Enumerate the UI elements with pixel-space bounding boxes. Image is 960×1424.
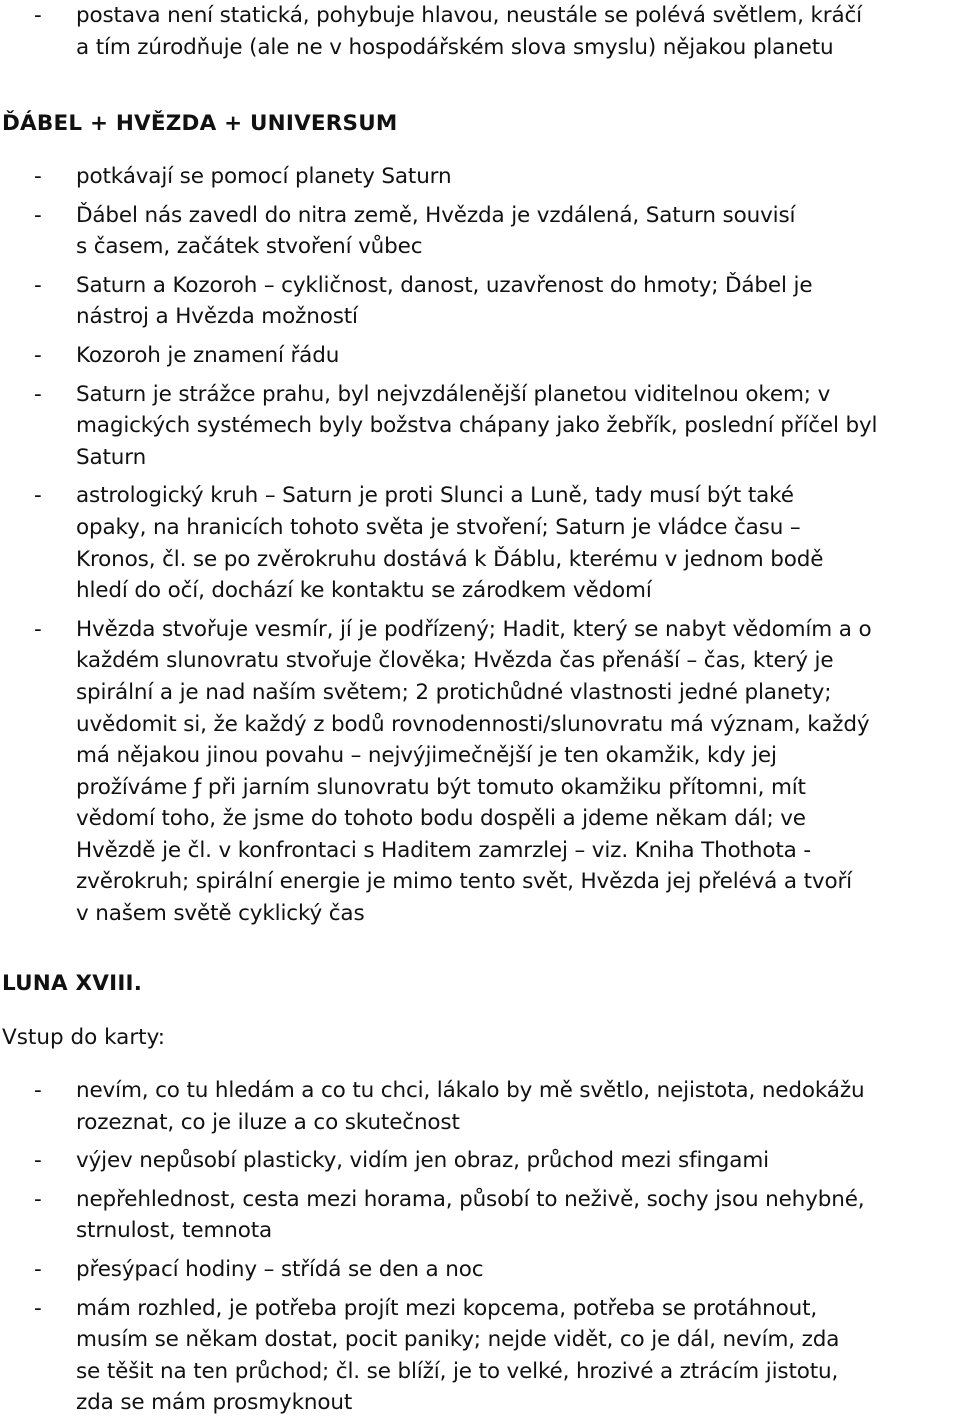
text-line: Kronos, čl. se po zvěrokruhu dostává k Ďáblu, kterému v jednom bodě xyxy=(76,546,824,572)
list-item xyxy=(0,200,960,263)
text-line: rozeznat, co je iluze a co skutečnost xyxy=(76,1109,460,1135)
text-line: opaky, na hranicích tohoto světa je stvoření; Saturn je vládce času – xyxy=(76,514,801,540)
bullet-dash: - xyxy=(34,164,42,189)
text-line: výjev nepůsobí plasticky, vidím jen obraz, průchod mezi sfingami xyxy=(76,1148,769,1174)
text-line: strnulost, temnota xyxy=(76,1218,273,1244)
text-line: Ďábel nás zavedl do nitra země, Hvězda je vzdálená, Saturn souvisí xyxy=(76,202,796,228)
text-line: Saturn a Kozoroh – cykličnost, danost, uzavřenost do hmoty; Ďábel je xyxy=(76,272,813,298)
text-line: se těšit na ten průchod; čl. se blíží, je to velké, hrozivé a ztrácím jistotu, xyxy=(76,1358,839,1384)
text-line: uvědomit si, že každý z bodů rovnodennosti/slunovratu má význam, každý xyxy=(76,711,870,737)
bullet-dash: - xyxy=(34,1295,42,1321)
text-line: nástroj a Hvězda možností xyxy=(76,304,358,330)
bullet-dash: - xyxy=(34,272,42,298)
section2-list xyxy=(0,1075,960,1419)
list-item xyxy=(0,270,960,333)
list-item xyxy=(0,480,960,606)
bullet-dash: - xyxy=(34,1186,42,1212)
text-line: zda se mám prosmyknout xyxy=(76,1390,353,1416)
text-line: každém slunovratu stvořuje člověka; Hvězda čas přenáší – čas, který je xyxy=(76,648,834,674)
bullet-dash: - xyxy=(34,483,42,509)
bullet-dash: - xyxy=(34,342,42,368)
text-line: přesýpací hodiny – střídá se den a noc xyxy=(76,1256,484,1282)
bullet-dash: - xyxy=(34,1148,42,1174)
list-item xyxy=(0,1075,960,1138)
section1-list xyxy=(0,161,960,930)
text-line: Kozoroh je znamení řádu xyxy=(76,342,340,368)
list-item xyxy=(0,1145,960,1177)
text-line: vědomí toho, že jsme do tohoto bodu dospěli a jdeme někam dál; ve xyxy=(76,806,806,832)
section-heading: LUNA XVIII. xyxy=(2,971,143,996)
bullet-dash: - xyxy=(34,202,42,228)
text-line: musím se někam dostat, pocit paniky; nejde vidět, co je dál, nevím, zda xyxy=(76,1327,840,1353)
text-line: a tím zúrodňuje (ale ne v hospodářském slova smyslu) nějakou planetu xyxy=(76,34,834,60)
list-item xyxy=(0,0,960,63)
text-line: má nějakou jinou povahu – nejvýjimečnější je ten okamžik, kdy jej xyxy=(76,743,777,769)
bullet-dash: - xyxy=(34,1078,42,1103)
text-line: hledí do očí, dochází ke kontaktu se zárodkem vědomí xyxy=(76,578,652,604)
bullet-dash: - xyxy=(34,3,42,28)
text-line: Hvězda stvořuje vesmír, jí je podřízený; Hadit, který se nabyt vědomím a o xyxy=(76,616,872,642)
text-line: s časem, začátek stvoření vůbec xyxy=(76,234,423,260)
text-line: nepřehlednost, cesta mezi horama, působí to neživě, sochy jsou nehybné, xyxy=(76,1186,865,1212)
bullet-dash: - xyxy=(34,381,42,407)
list-item xyxy=(0,161,960,193)
section-heading: ĎÁBEL + HVĚZDA + UNIVERSUM xyxy=(2,111,398,136)
text-line: nevím, co tu hledám a co tu chci, lákalo by mě světlo, nejistota, nedokážu xyxy=(76,1078,865,1103)
text-line: Hvězdě je čl. v konfrontaci s Haditem zamrzlej – viz. Kniha Thothota - xyxy=(76,837,811,863)
list-item xyxy=(0,340,960,372)
subheading: Vstup do karty: xyxy=(2,1025,166,1050)
text-line: Saturn xyxy=(76,444,147,470)
list-item xyxy=(0,379,960,474)
text-line: Saturn je strážce prahu, byl nejvzdálenější planetou viditelnou okem; v xyxy=(76,381,831,407)
list-item xyxy=(0,1293,960,1419)
text-line: potkávají se pomocí planety Saturn xyxy=(76,164,452,189)
list-item xyxy=(0,1254,960,1286)
text-line: postava není statická, pohybuje hlavou, neustále se polévá světlem, kráčí xyxy=(76,3,863,28)
bullet-dash: - xyxy=(34,616,42,642)
text-line: mám rozhled, je potřeba projít mezi kopcema, potřeba se protáhnout, xyxy=(76,1295,818,1321)
text-line: prožíváme ƒ při jarním slunovratu být tomuto okamžiku přítomni, mít xyxy=(76,774,806,800)
text-line: zvěrokruh; spirální energie je mimo tento svět, Hvězda jej přelévá a tvoří xyxy=(76,869,852,895)
text-line: astrologický kruh – Saturn je proti Slunci a Luně, tady musí být také xyxy=(76,483,794,509)
bullet-dash: - xyxy=(34,1256,42,1282)
list-item xyxy=(0,614,960,930)
intro-block xyxy=(0,0,960,63)
text-line: spirální a je nad naším světem; 2 protichůdné vlastnosti jedné planety; xyxy=(76,679,832,705)
text-line: v našem světě cyklický čas xyxy=(76,901,365,927)
list-item xyxy=(0,1184,960,1247)
text-line: magických systémech byly božstva chápany jako žebřík, poslední příčel byl xyxy=(76,413,878,439)
